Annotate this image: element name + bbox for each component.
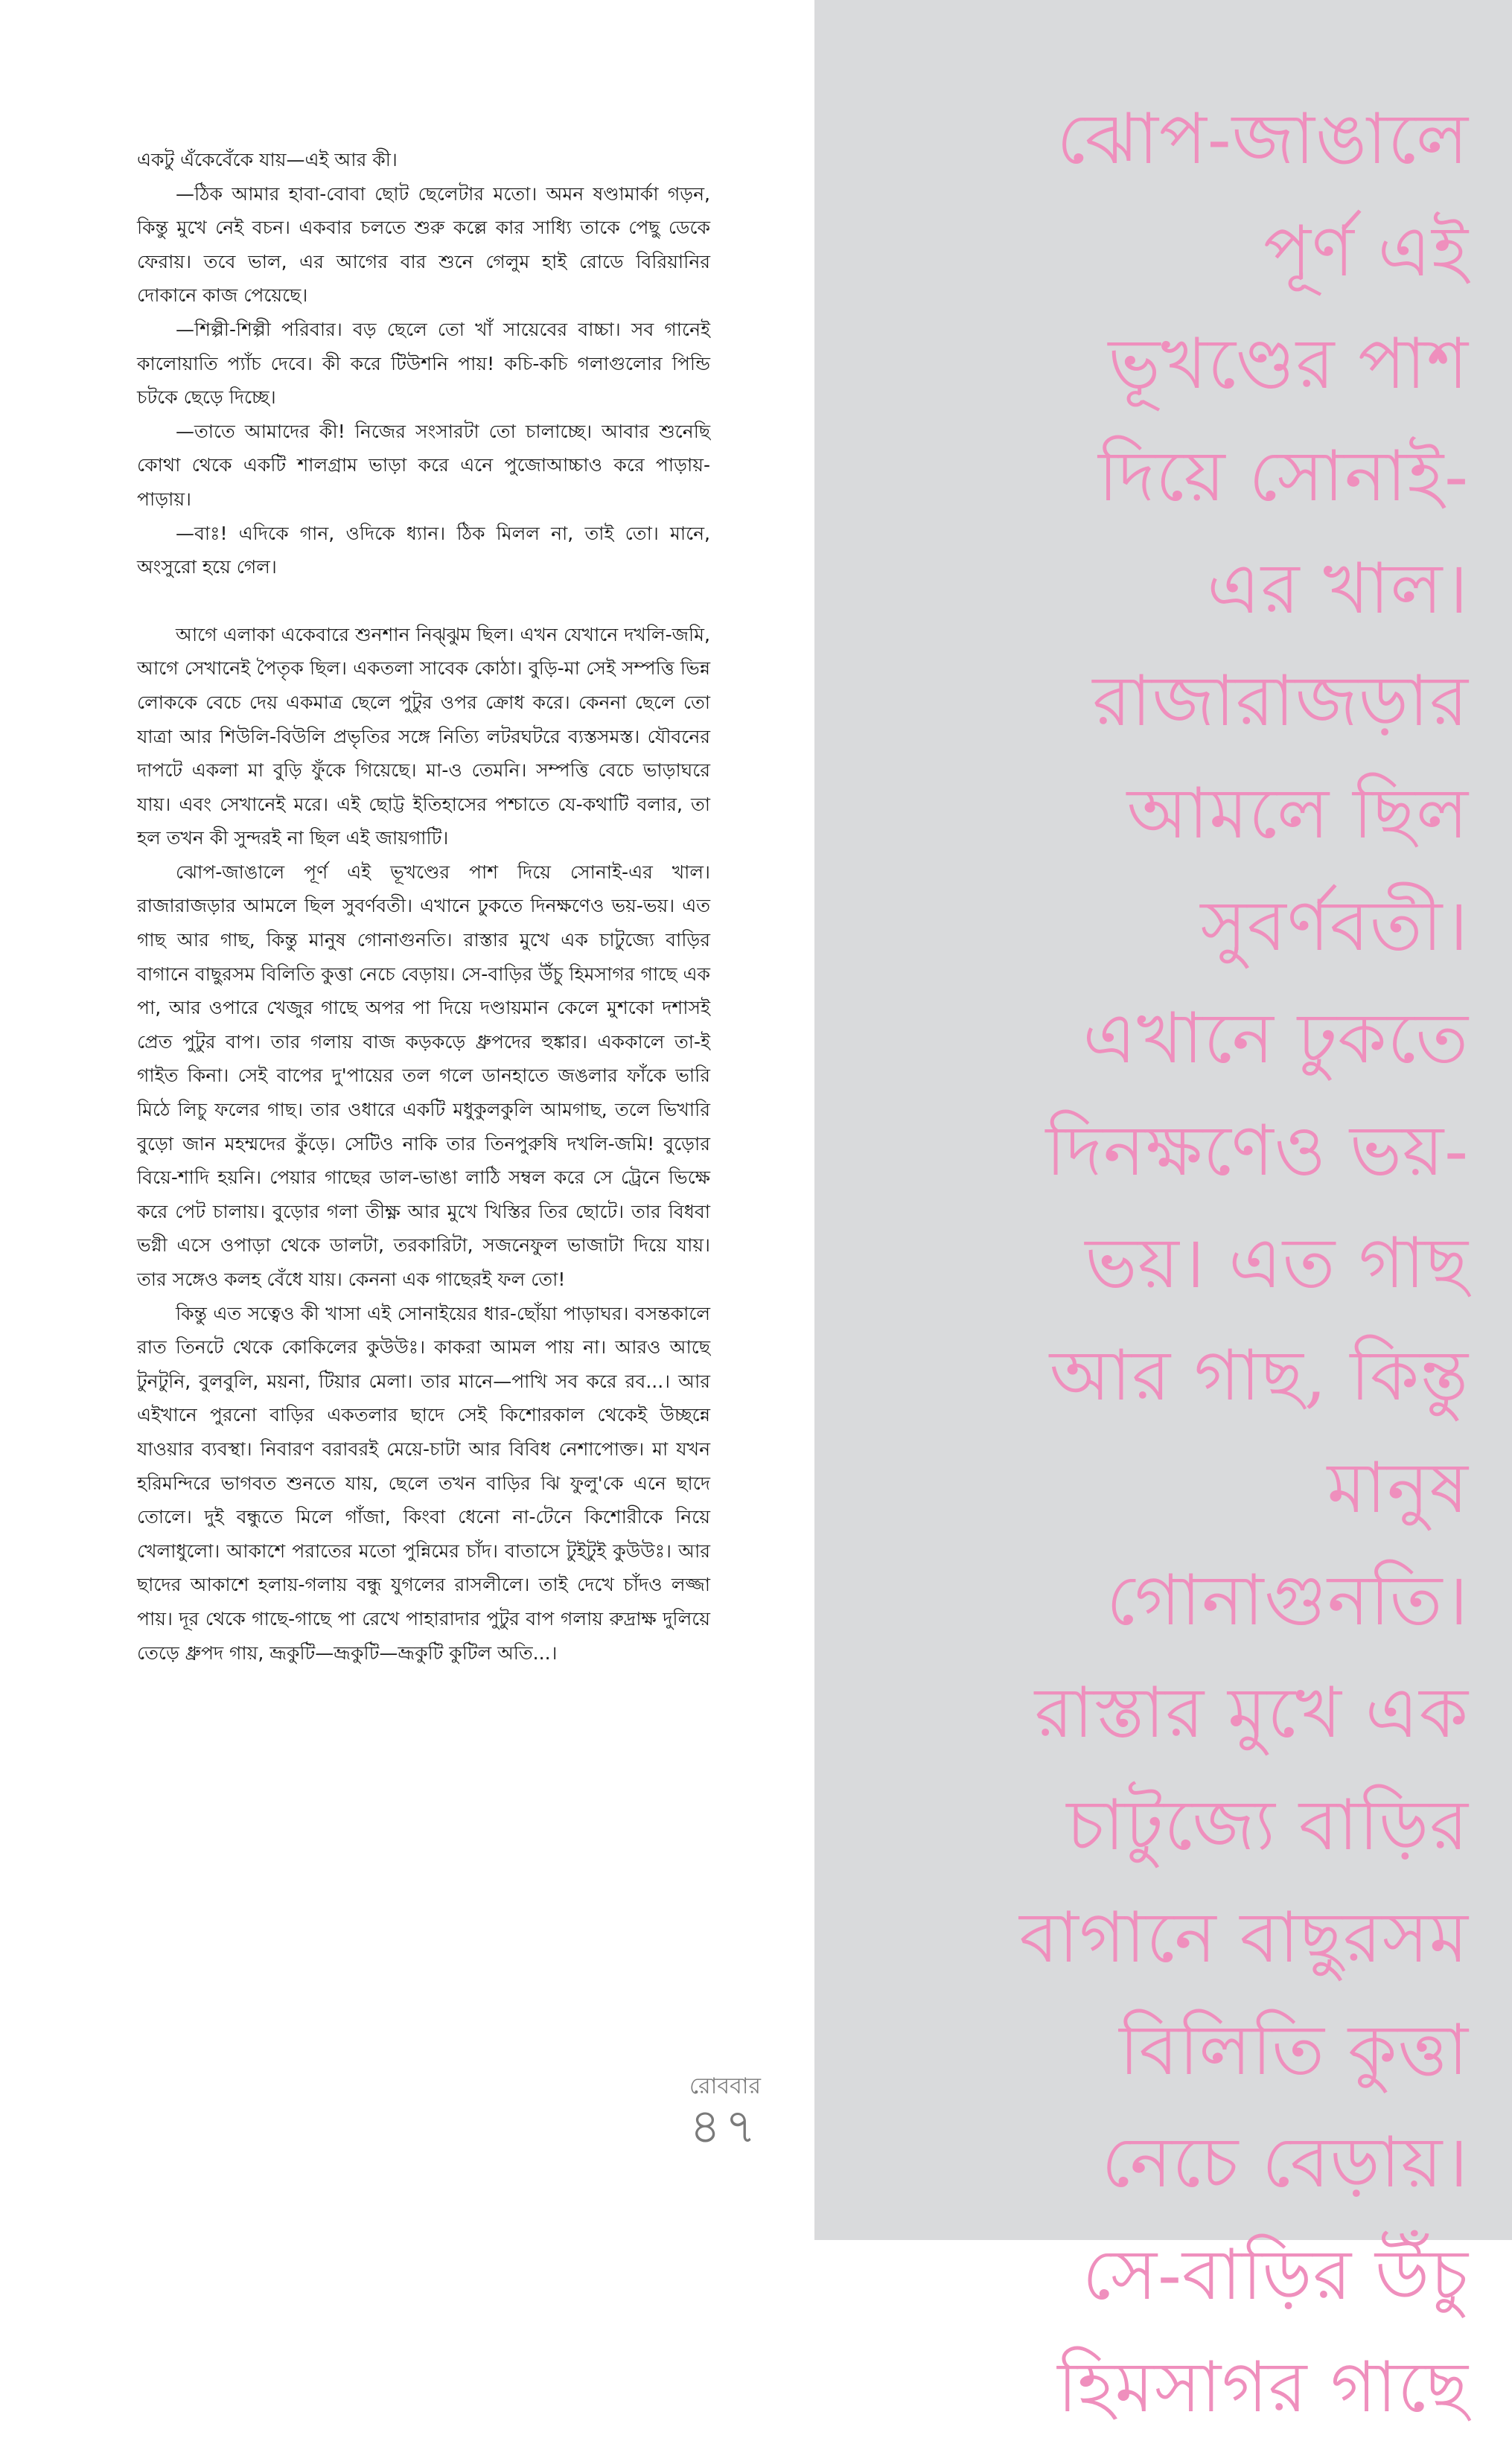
pull-quote [843,83,1469,2444]
article-paragraph: আগে এলাকা একেবারে শুনশান নিঝ্‌ঝুম ছিল। এখন যেখানে দখলি-জমি, আগে সেখানেই পৈতৃক ছিল। একতলা সাবেক কোঠা। বুড়ি-মা সেই সম্পত্তি ভিন্ন লোককে বেচে দেয় একমাত্র ছেলে পুটুর ওপর ক্রোধ করে। কেননা ছেলে তো যাত্রা আর শিউলি-বিউলি প্রভৃতির সঙ্গে নিত্যি লটরঘটরে ব্যস্তসমস্ত। যৌবনের দাপটে একলা মা বুড়ি ফুঁকে গিয়েছে। মা-ও তেমনি। সম্পত্তি বেচে ভাড়াঘরে যায়। এবং সেখানেই মরে। এই ছোট্ট ইতিহাসের পশ্চাতে যে-কথাটি বলার, তা হল তখন কী সুন্দরই না ছিল এই জায়গাটি। [137,623,710,849]
pull-quote-line: দিনক্ষণেও ভয়- [1045,1111,1469,1192]
pull-quote-line: এর খাল। [1207,549,1469,630]
pull-quote-line: গোনাগুনতি। [1106,1560,1469,1641]
article-paragraph: —তাতে আমাদের কী! নিজের সংসারটা তো চালাচ্ছে। আবার শুনেছি কোথা থেকে একটি শালগ্রাম ভাড়া করে এনে পুজোআচ্চাও করে পাড়ায়-পাড়ায়। [137,420,710,510]
pull-quote-line: রাজারাজড়ার [1092,661,1469,742]
pull-quote-line: দিয়ে সোনাই- [1098,436,1469,517]
article-body [137,143,710,1670]
pull-quote-line: মানুষ [1327,1448,1469,1529]
pull-quote-line: ভূখণ্ডের পাশ [1108,324,1469,405]
pull-quote-line: ভয়। এত গাছ [1085,1223,1469,1304]
pull-quote-line: বিলিতি কুত্তা [1119,2010,1469,2091]
pull-quote-line: এখানে ঢুকতে [1082,998,1469,1079]
article-paragraph: —শিল্পী-শিল্পী পরিবার। বড় ছেলে তো খাঁ সায়েবের বাচ্চা। সব গানেই কালোয়াতি প্যাঁচ দেবে। কী করে টিউশনি পায়! কচি-কচি গলাগুলোর পিন্ডি চটকে ছেড়ে দিচ্ছে। [137,318,710,409]
pull-quote-line: হিমসাগর গাছে [1057,2347,1469,2428]
pull-quote-line: সে-বাড়ির উঁচু [1082,2235,1469,2316]
pull-quote-line: সুবর্ণবতী। [1200,886,1469,967]
article-paragraph: ঝোপ-জাঙালে পূর্ণ এই ভূখণ্ডের পাশ দিয়ে সোনাই-এর খাল। রাজারাজড়ার আমলে ছিল সুবর্ণবতী। এখানে ঢুকতে দিনক্ষণেও ভয়-ভয়। এত গাছ আর গাছ, কিন্তু মানুষ গোনাগুনতি। রাস্তার মুখে এক চাটুজ্যে বাড়ির বাগানে বাছুরসম বিলিতি কুত্তা নেচে বেড়ায়। সে-বাড়ির উঁচু হিমসাগর গাছে এক পা, আর ওপারে খেজুর গাছে অপর পা দিয়ে দণ্ডায়মান কেলে মুশকো দশাসই প্রেত পুটুর বাপ। তার গলায় বাজ কড়কড়ে ধ্রুপদের হুঙ্কার। এককালে তা-ই গাইত কিনা। সেই বাপের দু'পায়ের তল গলে ডানহাতে জঙলার ফাঁকে ভারি মিঠে লিচু ফলের গাছ। তার ওধারে একটি মধুকুলকুলি আমগাছ, তলে ভিখারি বুড়ো জান মহম্মদের কুঁড়ে। সেটিও নাকি তার তিনপুরুষি দখলি-জমি! বুড়োর বিয়ে-শাদি হয়নি। পেয়ার গাছের ডাল-ভাঙা লাঠি সম্বল করে সে ট্রেনে ভিক্ষে করে পেট চালায়। বুড়োর গলা তীক্ষ্ণ আর মুখে খিস্তির তির ছোটে। তার বিধবা ভগ্নী এসে ওপাড়া থেকে ডালটা, তরকারিটা, সজনেফুল ভাজাটা দিয়ে যায়। তার সঙ্গেও কলহ বেঁধে যায়। কেননা এক গাছেরই ফল তো! [137,861,710,1290]
pull-quote-panel [814,0,1512,2428]
pull-quote-line: ঝোপ-জাঙালে [1056,99,1469,180]
pull-quote-line: নেচে বেড়ায়। [1101,2122,1469,2204]
pull-quote-line: পূর্ণ এই [1263,211,1469,293]
pull-quote-line: চাটুজ্যে বাড়ির [1066,1785,1469,1866]
pull-quote-line: রাস্তার মুখে এক [1034,1673,1469,1754]
article-paragraph: কিন্তু এত সত্বেও কী খাসা এই সোনাইয়ের ধার-ছোঁয়া পাড়াঘর। বসন্তকালে রাত তিনটে থেকে কোকিলের কুউউঃ। কাকরা আমল পায় না। আরও আছে টুনটুনি, বুলবুলি, ময়না, টিয়ার মেলা। তার মানে—পাখি সব করে রব...। আর এইখানে পুরনো বাড়ির একতলার ছাদে সেই কিশোরকাল থেকেই উচ্ছন্নে যাওয়ার ব্যবস্থা। নিবারণ বরাবরই মেয়ে-চাটা আর বিবিধ নেশাপোক্ত। মা যখন হরিমন্দিরে ভাগবত শুনতে যায়, ছেলে তখন বাড়ির ঝি ফুলু'কে এনে ছাদে তোলে। দুই বন্ধুতে মিলে গাঁজা, কিংবা ধেনো না-টেনে কিশোরীকে নিয়ে খেলাধুলো। আকাশে পরাতের মতো পুন্নিমের চাঁদ। বাতাসে টুইটুই কুউউঃ। আর ছাদের আকাশে হলায়-গলায় বন্ধু যুগলের রাসলীলে। তাই দেখে চাঁদও লজ্জা পায়। দূর থেকে গাছে-গাছে পা রেখে পাহারাদার পুটুর বাপ গলায় রুদ্রাক্ষ দুলিয়ে তেড়ে ধ্রুপদ গায়, ভ্রূকুটি—ভ্রূকুটি—ভ্রূকুটি কুটিল অতি...। [137,1302,710,1664]
article-paragraph: —বাঃ! এদিকে গান, ওদিকে ধ্যান। ঠিক মিলল না, তাই তো। মানে, অংসুরো হয়ে গেল। [137,522,710,578]
article-paragraph: একটু এঁকেবেঁকে যায়—এই আর কী। [137,149,398,170]
article-paragraph: —ঠিক আমার হাবা-বোবা ছোট ছেলেটার মতো। অমন ষণ্ডামার্কা গড়ন, কিন্তু মুখে নেই বচন। একবার চলতে শুরু কল্লে কার সাধ্যি তাকে পেছু ডেকে ফেরায়। তবে ভাল, এর আগের বার শুনে গেলুম হাই রোডে বিরিয়ানির দোকানে কাজ পেয়েছে। [137,182,710,307]
pull-quote-line: বাগানে বাছুরসম [1019,1898,1469,1979]
pull-quote-line: আর গাছ, কিন্তু [1049,1336,1469,1417]
page-footer [658,2073,792,2153]
magazine-name: রোববার [689,2073,761,2099]
page-number: ৪৭ [689,2099,761,2154]
pull-quote-line: আমলে ছিল [1126,773,1469,855]
